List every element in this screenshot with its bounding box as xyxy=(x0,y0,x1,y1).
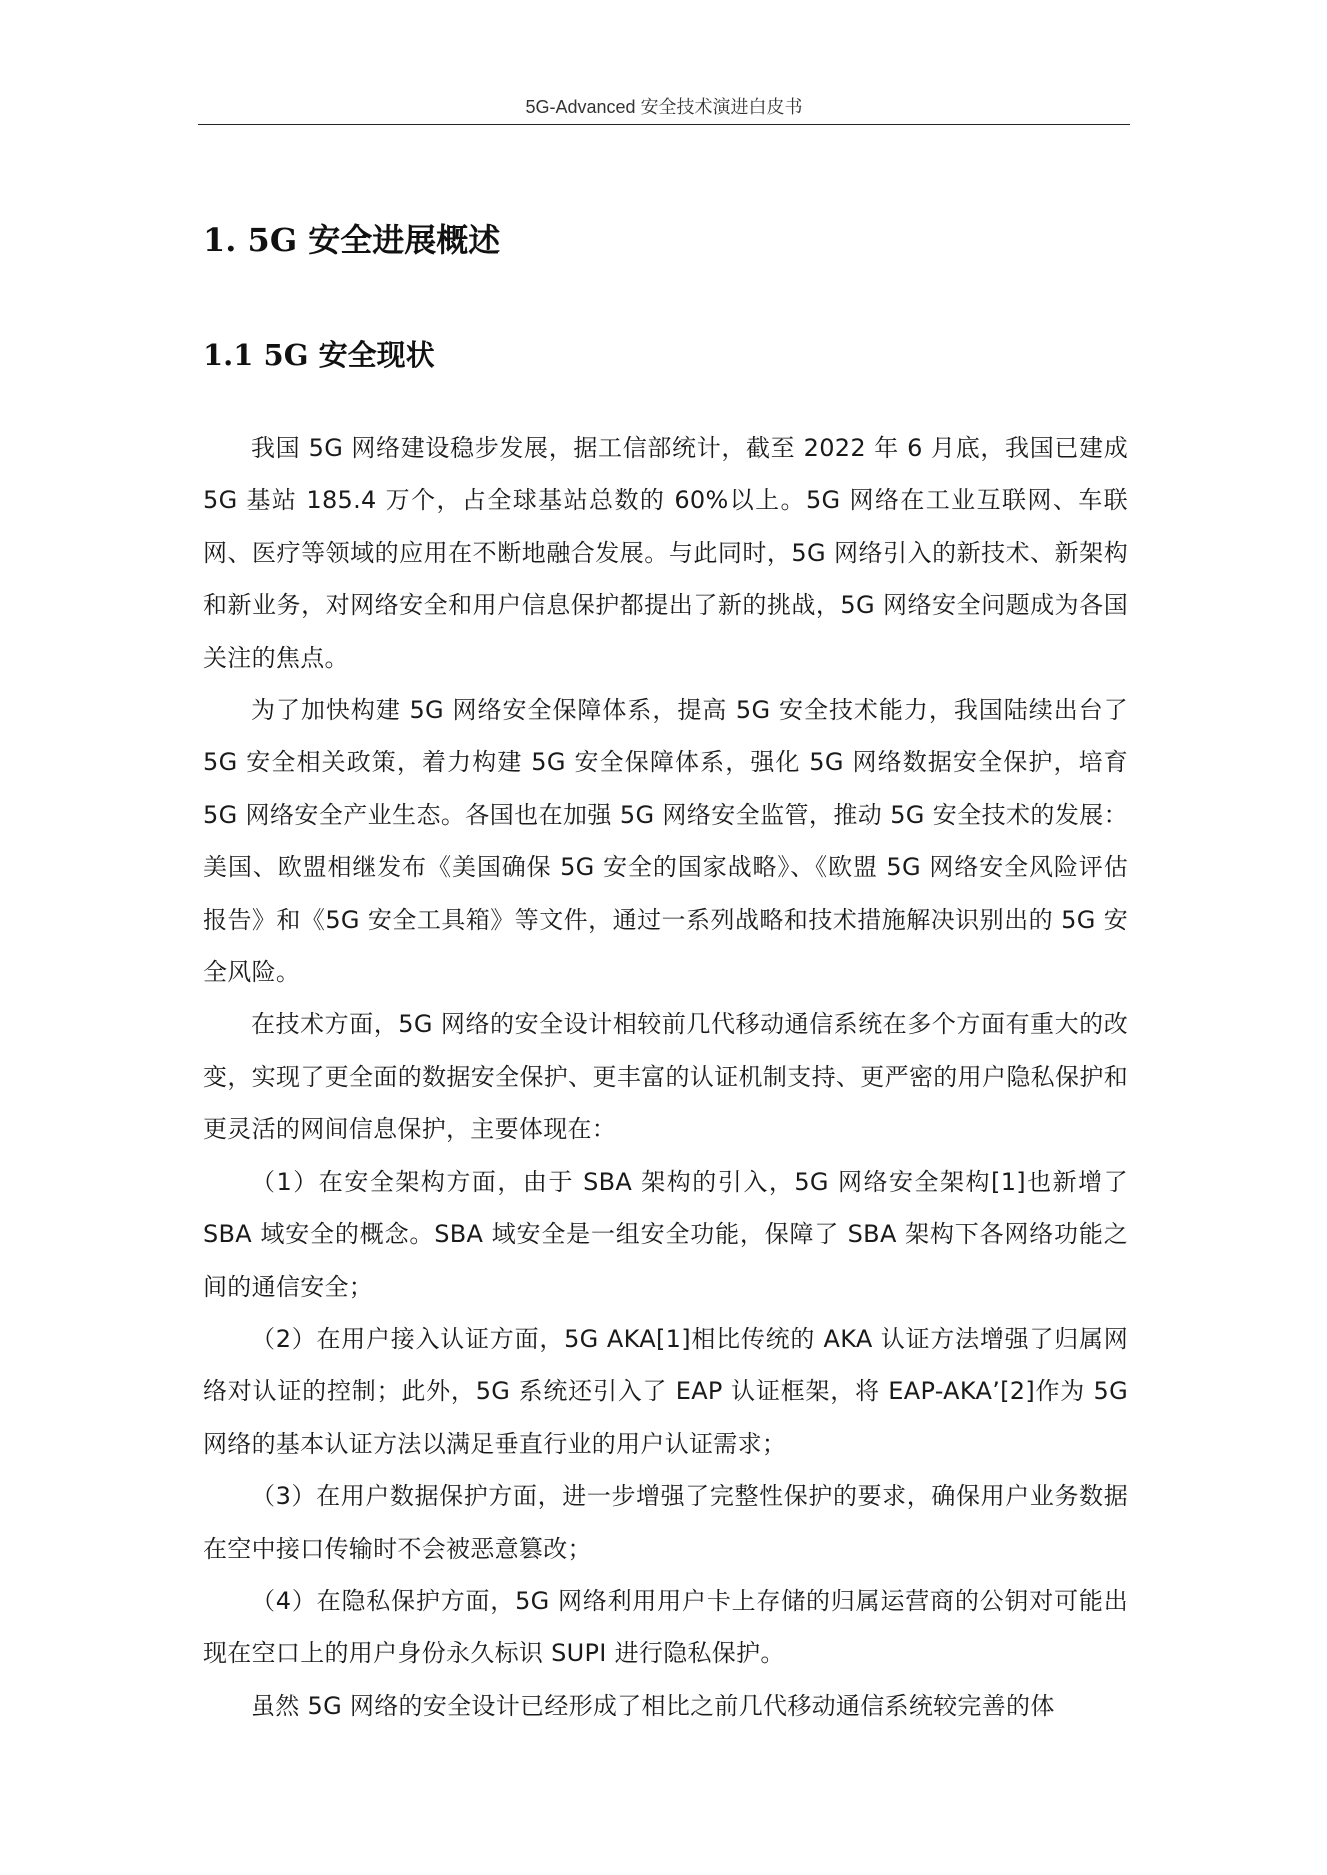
list-item-authentication: （2）在用户接入认证方面，5G AKA[1]相比传统的 AKA 认证方法增强了归属网络对认证的控制；此外，5G 系统还引入了 EAP 认证框架，将 EAP-AKA’[2]作为 5G 网络的基本认证方法以满足垂直行业的用户认证需求； xyxy=(203,1324,1128,1458)
running-header: 5G-Advanced 安全技术演进白皮书 xyxy=(525,97,803,117)
list-item-architecture: （1）在安全架构方面，由于 SBA 架构的引入，5G 网络安全架构[1]也新增了 SBA 域安全的概念。SBA 域安全是一组安全功能，保障了 SBA 架构下各网络功能之间的通信安全； xyxy=(203,1167,1128,1301)
paragraph-continued: 虽然 5G 网络的安全设计已经形成了相比之前几代移动通信系统较完善的体 xyxy=(251,1691,1055,1720)
paragraph-policy: 为了加快构建 5G 网络安全保障体系，提高 5G 安全技术能力，我国陆续出台了 5G 安全相关政策，着力构建 5G 安全保障体系，强化 5G 网络数据安全保护，培育 5G 网络安全产业生态。各国也在加强 5G 网络安全监管，推动 5G 安全技术的发展：美国、欧盟相继发布《美国确保 5G 安全的国家战略》、《欧盟 5G 网络安全风险评估报告》和《5G 安全工具箱》等文件，通过一系列战略和技术措施解决识别出的 5G 安全风险。 xyxy=(203,696,1128,987)
body-text xyxy=(203,422,1128,1732)
list-item-data-protection: （3）在用户数据保护方面，进一步增强了完整性保护的要求，确保用户业务数据在空中接口传输时不会被恶意篡改； xyxy=(203,1482,1128,1563)
chapter-title: 1. 5G 安全进展概述 xyxy=(203,221,501,259)
header-rule xyxy=(198,124,1130,125)
paragraph-intro: 我国 5G 网络建设稳步发展，据工信部统计，截至 2022 年 6 月底，我国已建成 5G 基站 185.4 万个，占全球基站总数的 60%以上。5G 网络在工业互联网、车联网、医疗等领域的应用在不断地融合发展。与此同时，5G 网络引入的新技术、新架构和新业务，对网络安全和用户信息保护都提出了新的挑战，5G 网络安全问题成为各国关注的焦点。 xyxy=(203,434,1128,672)
list-item-privacy: （4）在隐私保护方面，5G 网络利用用户卡上存储的归属运营商的公钥对可能出现在空口上的用户身份永久标识 SUPI 进行隐私保护。 xyxy=(203,1586,1128,1668)
section-title: 1.1 5G 安全现状 xyxy=(203,338,435,372)
paragraph-technology: 在技术方面，5G 网络的安全设计相较前几代移动通信系统在多个方面有重大的改变，实现了更全面的数据安全保护、更丰富的认证机制支持、更严密的用户隐私保护和更灵活的网间信息保护，主要体现在： xyxy=(203,1010,1128,1144)
